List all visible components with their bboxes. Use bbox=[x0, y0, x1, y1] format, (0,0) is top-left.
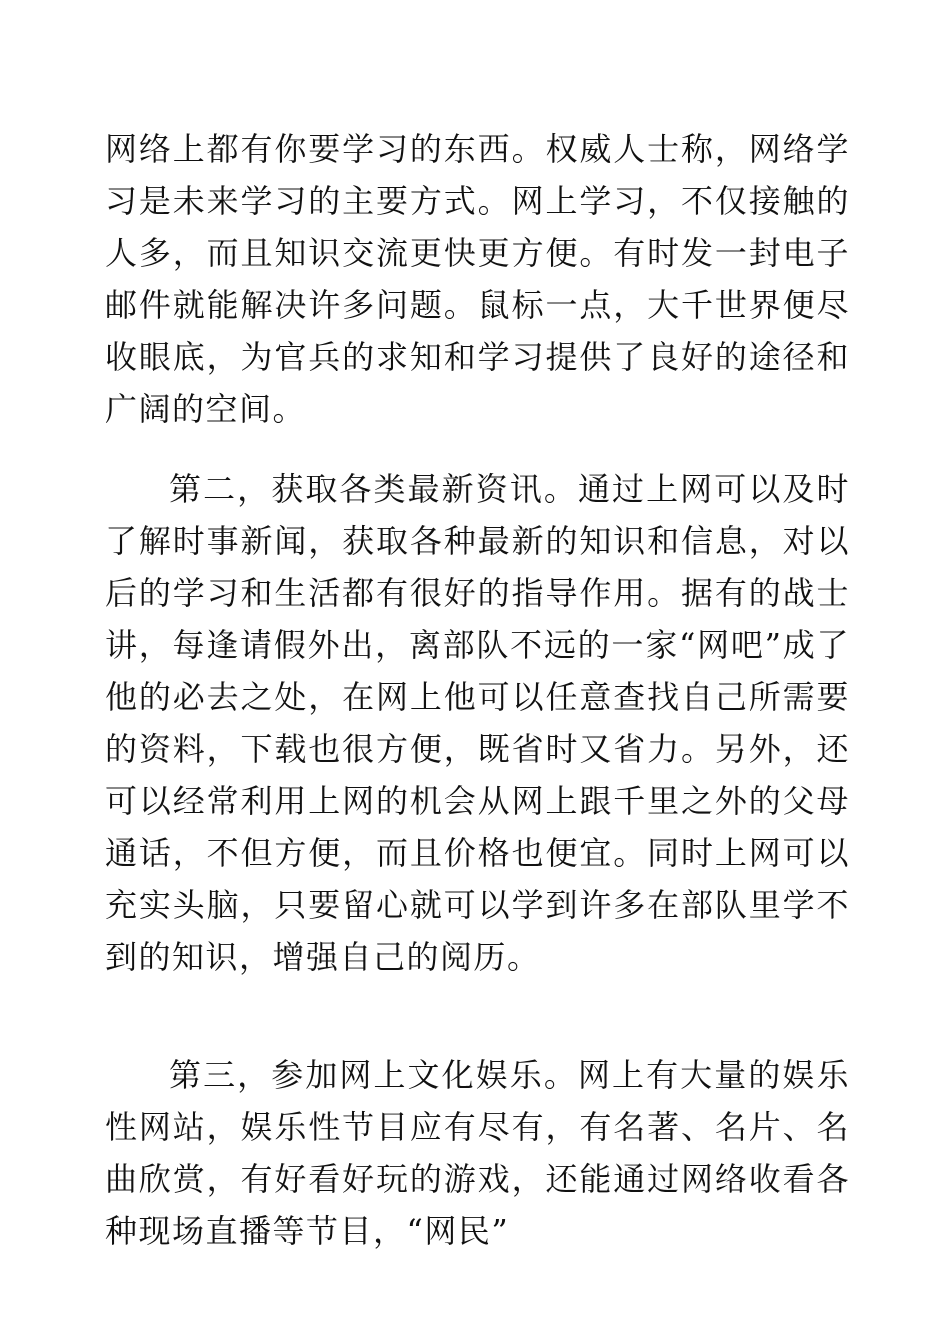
paragraph-second-point: 第二，获取各类最新资讯。通过上网可以及时了解时事新闻，获取各种最新的知识和信息，对以后的学习和生活都有很好的指导作用。据有的战士讲，每逢请假外出，离部队不远的一家“网吧”成了他的必去之处，在网上他可以任意查找自己所需要的资料，下载也很方便，既省时又省力。另外，还可以经常利用上网的机会从网上跟千里之外的父母通话，不但方便，而且价格也便宜。同时上网可以充实头脑，只要留心就可以学到许多在部队里学不到的知识，增强自己的阅历。 bbox=[105, 470, 850, 976]
paragraph-continuation: 网络上都有你要学习的东西。权威人士称，网络学习是未来学习的主要方式。网上学习，不仅接触的人多，而且知识交流更快更方便。有时发一封电子邮件就能解决许多问题。鼠标一点，大千世界便尽收眼底，为官兵的求知和学习提供了良好的途径和广阔的空间。 bbox=[105, 130, 850, 428]
paragraph-third-point: 第三，参加网上文化娱乐。网上有大量的娱乐性网站，娱乐性节目应有尽有，有名著、名片、名曲欣赏，有好看好玩的游戏，还能通过网络收看各种现场直播等节目，“网民” bbox=[105, 1056, 850, 1250]
